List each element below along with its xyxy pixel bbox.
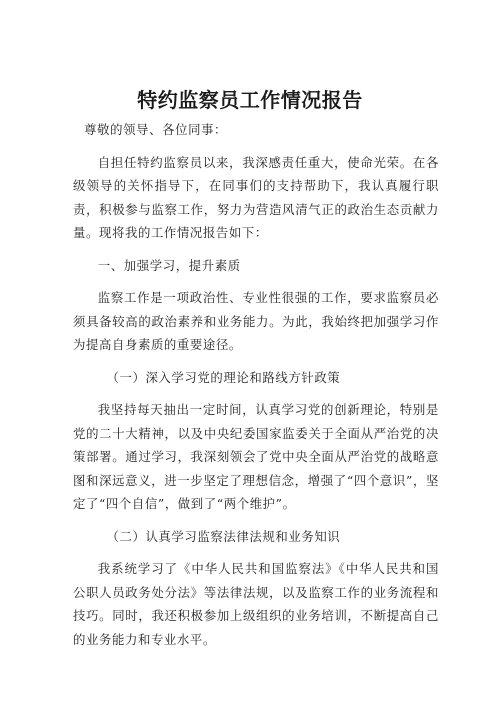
intro-paragraph: 自担任特约监察员以来，我深感责任重大，使命光荣。在各级领导的关怀指导下，在同事们的支持帮助下，我认真履行职责，积极参与监察工作，努力为营造风清气正的政治生态贡献力量。现将我的工作情况报告如下： bbox=[73, 154, 439, 240]
document-title: 特约监察员工作情况报告 bbox=[137, 88, 363, 112]
section-heading-1: 一、加强学习，提升素质 bbox=[97, 257, 241, 273]
salutation: 尊敬的领导、各位同事： bbox=[84, 122, 228, 137]
subsection-2-paragraph: 我系统学习了《中华人民共和国监察法》《中华人民共和国公职人员政务处分法》等法律法规，以及监察工作的业务流程和技巧。同时，我还积极参加上级组织的业务培训，不断提高自己的业务能力和专业水平。 bbox=[73, 561, 439, 647]
subsection-heading-2: （二）认真学习监察法律法规和业务知识 bbox=[106, 528, 341, 544]
subsection-heading-1: （一）深入学习党的理论和路线方针政策 bbox=[106, 369, 341, 385]
subsection-1-paragraph: 我坚持每天抽出一定时间，认真学习党的创新理论，特别是党的二十大精神，以及中央纪委国家监委关于全面从严治党的决策部署。通过学习，我深刻领会了党中央全面从严治党的战略意图和深远意义，进一步坚定了理想信念，增强了“四个意识”，坚定了“四个自信”，做到了“两个维护”。 bbox=[73, 402, 439, 511]
section-1-paragraph: 监察工作是一项政治性、专业性很强的工作，要求监察员必须具备较高的政治素养和业务能力。为此，我始终把加强学习作为提高自身素质的重要途径。 bbox=[73, 290, 439, 352]
document-body bbox=[73, 118, 439, 660]
